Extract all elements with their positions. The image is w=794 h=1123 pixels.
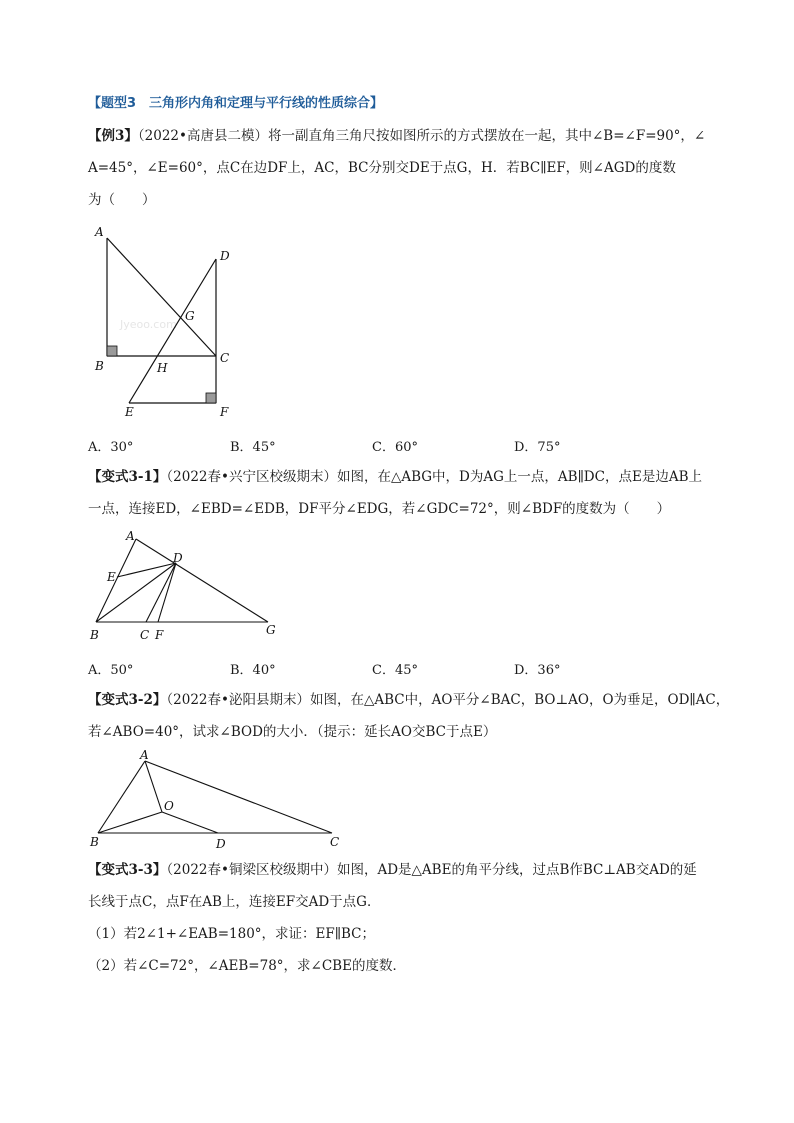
label-d: D (173, 551, 183, 565)
option-c: C．45° (372, 663, 418, 678)
option-d: D．75° (514, 440, 561, 455)
variant-3-3-text-1: （2022春•铜梁区校级期中）如图，AD是△ABE的角平分线，过点B作BC⊥AB交AD的延 (166, 862, 697, 878)
label-e: E (125, 405, 134, 419)
section-title: 【题型3 三角形内角和定理与平行线的性质综合】 (88, 96, 384, 111)
option-a: A．30° (88, 440, 134, 455)
variant-3-3-line-1 (88, 860, 697, 880)
watermark: Jyeoo.com (120, 318, 177, 331)
label-h: H (157, 361, 168, 375)
label-c: C (330, 835, 340, 849)
variant-3-2-text-1: （2022春•泌阳县期末）如图，在△ABC中，AO平分∠BAC，BO⊥AO，O为垂足，OD∥AC， (166, 692, 730, 708)
label-c: C (140, 628, 150, 642)
label-f: F (220, 405, 229, 419)
label-d: D (220, 249, 230, 263)
label-e: E (107, 570, 116, 584)
segment-ac (145, 761, 332, 833)
example-3-line-2: A=45°，∠E=60°，点C在边DF上，AC，BC分别交DE于点G，H．若BC∥EF，则∠AGD的度数 (88, 160, 676, 176)
example-3-line-3: 为（ ） (88, 192, 156, 208)
example-3-tag: 【例3】 (88, 128, 138, 144)
option-b: B．40° (230, 663, 276, 678)
label-b: B (90, 835, 99, 849)
variant-3-2-tag: 【变式3-2】 (88, 692, 167, 708)
label-a: A (140, 748, 149, 762)
option-c: C．60° (372, 440, 418, 455)
label-g: G (266, 623, 276, 637)
label-f: F (155, 628, 164, 642)
segment-od (162, 812, 218, 833)
option-b: B．45° (230, 440, 276, 455)
variant-3-3-line-2: 长线于点C，点F在AB上，连接EF交AD于点G． (88, 894, 381, 910)
label-d: D (216, 837, 226, 851)
label-g: G (185, 309, 195, 323)
segment-ab (98, 761, 145, 833)
label-b: B (90, 628, 99, 642)
label-o: O (164, 799, 174, 813)
example-3-text-1: （2022•高唐县二模）将一副直角三角尺按如图所示的方式摆放在一起，其中∠B=∠F=90°，∠ (137, 128, 706, 144)
variant-3-3-question-1: （1）若2∠1+∠EAB=180°，求证：EF∥BC； (88, 926, 376, 942)
segment-ao (145, 761, 162, 812)
label-b: B (95, 359, 104, 373)
option-d: D．36° (514, 663, 561, 678)
option-a: A．50° (88, 663, 134, 678)
label-a: A (126, 529, 135, 543)
variant-3-1-text-1: （2022春•兴宁区校级期末）如图，在△ABG中，D为AG上一点，AB∥DC，点E是边AB上 (166, 469, 702, 485)
variant-3-3-question-2: （2）若∠C=72°，∠AEB=78°，求∠CBE的度数． (88, 958, 406, 974)
variant-3-2-line-2: 若∠ABO=40°，试求∠BOD的大小．（提示：延长AO交BC于点E） (88, 724, 497, 740)
variant-3-3-tag: 【变式3-3】 (88, 862, 167, 878)
variant-3-1-tag: 【变式3-1】 (88, 469, 167, 485)
label-c: C (220, 351, 230, 365)
variant-3-1-line-2: 一点，连接ED，∠EBD=∠EDB，DF平分∠EDG，若∠GDC=72°，则∠BDF的度数为（ ） (88, 501, 671, 517)
segment-bo (98, 812, 162, 833)
label-a: A (95, 225, 104, 239)
